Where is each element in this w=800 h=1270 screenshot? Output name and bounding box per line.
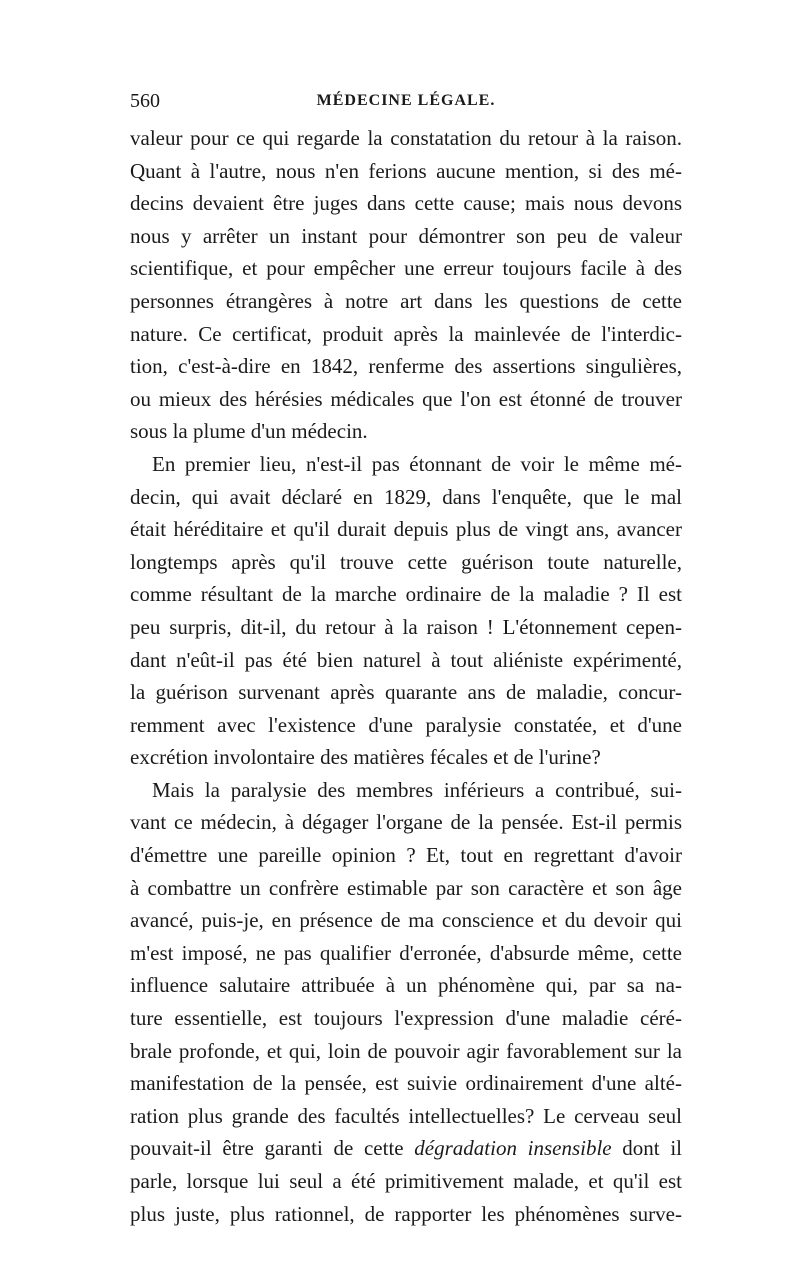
text-line: decins devaient être juges dans cette cause; mais nous devons [130, 191, 682, 216]
paragraph-2 [130, 448, 682, 774]
text-line: ou mieux des hérésies médicales que l'on est étonné de trouver [130, 386, 682, 411]
text-line: m'est imposé, ne pas qualifier d'erronée, d'absurde même, cette [130, 940, 682, 965]
text-line: decin, qui avait déclaré en 1829, dans l'enquête, que le mal [130, 484, 682, 509]
running-head [130, 88, 682, 122]
text-line: excrétion involontaire des matières fécales et de l'urine? [130, 745, 601, 770]
text-line: brale profonde, et qui, loin de pouvoir agir favorablement sur la [130, 1038, 682, 1063]
paragraph-1 [130, 122, 682, 448]
text-line: dant n'eût-il pas été bien naturel à tout aliéniste expérimenté, [130, 647, 682, 672]
text-line: longtemps après qu'il trouve cette guérison toute naturelle, [130, 549, 682, 574]
text-line: sous la plume d'un médecin. [130, 419, 368, 444]
running-title: MÉDECINE LÉGALE. [316, 92, 496, 109]
paragraph-3 [130, 774, 682, 1230]
italic-phrase: dégradation insensible [414, 1136, 612, 1161]
text-line: avancé, puis-je, en présence de ma conscience et du devoir qui [130, 908, 682, 933]
text-fragment: pouvait-il être garanti de cette [130, 1136, 415, 1161]
page-number: 560 [130, 90, 160, 112]
text-line: parle, lorsque lui seul a été primitivement malade, et qu'il est [130, 1169, 682, 1193]
text-line: ture essentielle, est toujours l'expression d'une maladie céré- [130, 1006, 682, 1031]
text-line: En premier lieu, n'est-il pas étonnant de voir le même mé- [152, 451, 682, 476]
text-line: scientifique, et pour empêcher une erreur toujours facile à des [130, 256, 682, 281]
text-line: la guérison survenant après quarante ans de maladie, concur- [130, 680, 682, 705]
text-line: manifestation de la pensée, est suivie ordinairement d'une alté- [130, 1071, 682, 1096]
text-line: valeur pour ce qui regarde la constatation du retour à la raison. [130, 126, 682, 150]
text-line: à combattre un confrère estimable par son caractère et son âge [130, 875, 682, 900]
text-line: Quant à l'autre, nous n'en ferions aucune mention, si des mé- [130, 158, 682, 183]
book-page [130, 88, 682, 1230]
text-line: vant ce médecin, à dégager l'organe de la pensée. Est-il permis [130, 810, 682, 835]
text-line: ration plus grande des facultés intellectuelles? Le cerveau seul [130, 1103, 682, 1128]
text-fragment: dont il [611, 1136, 682, 1161]
text-line: Mais la paralysie des membres inférieurs a contribué, sui- [152, 777, 682, 802]
text-line: comme résultant de la marche ordinaire de la maladie ? Il est [130, 582, 682, 607]
text-line-with-italic [130, 1132, 682, 1165]
text-line: d'émettre une pareille opinion ? Et, tout en regrettant d'avoir [130, 843, 682, 868]
text-line: nature. Ce certificat, produit après la mainlevée de l'interdic- [130, 321, 682, 346]
text-line: nous y arrêter un instant pour démontrer son peu de valeur [130, 223, 682, 248]
text-line: plus juste, plus rationnel, de rapporter les phénomènes surve- [130, 1201, 682, 1226]
text-line: tion, c'est-à-dire en 1842, renferme des assertions singulières, [130, 354, 682, 379]
text-line: peu surpris, dit-il, du retour à la raison ! L'étonnement cepen- [130, 614, 682, 639]
text-line: personnes étrangères à notre art dans les questions de cette [130, 288, 682, 313]
text-line: était héréditaire et qu'il durait depuis plus de vingt ans, avancer [130, 517, 682, 542]
text-line: influence salutaire attribuée à un phénomène qui, par sa na- [130, 973, 682, 998]
text-line: remment avec l'existence d'une paralysie constatée, et d'une [130, 712, 682, 737]
